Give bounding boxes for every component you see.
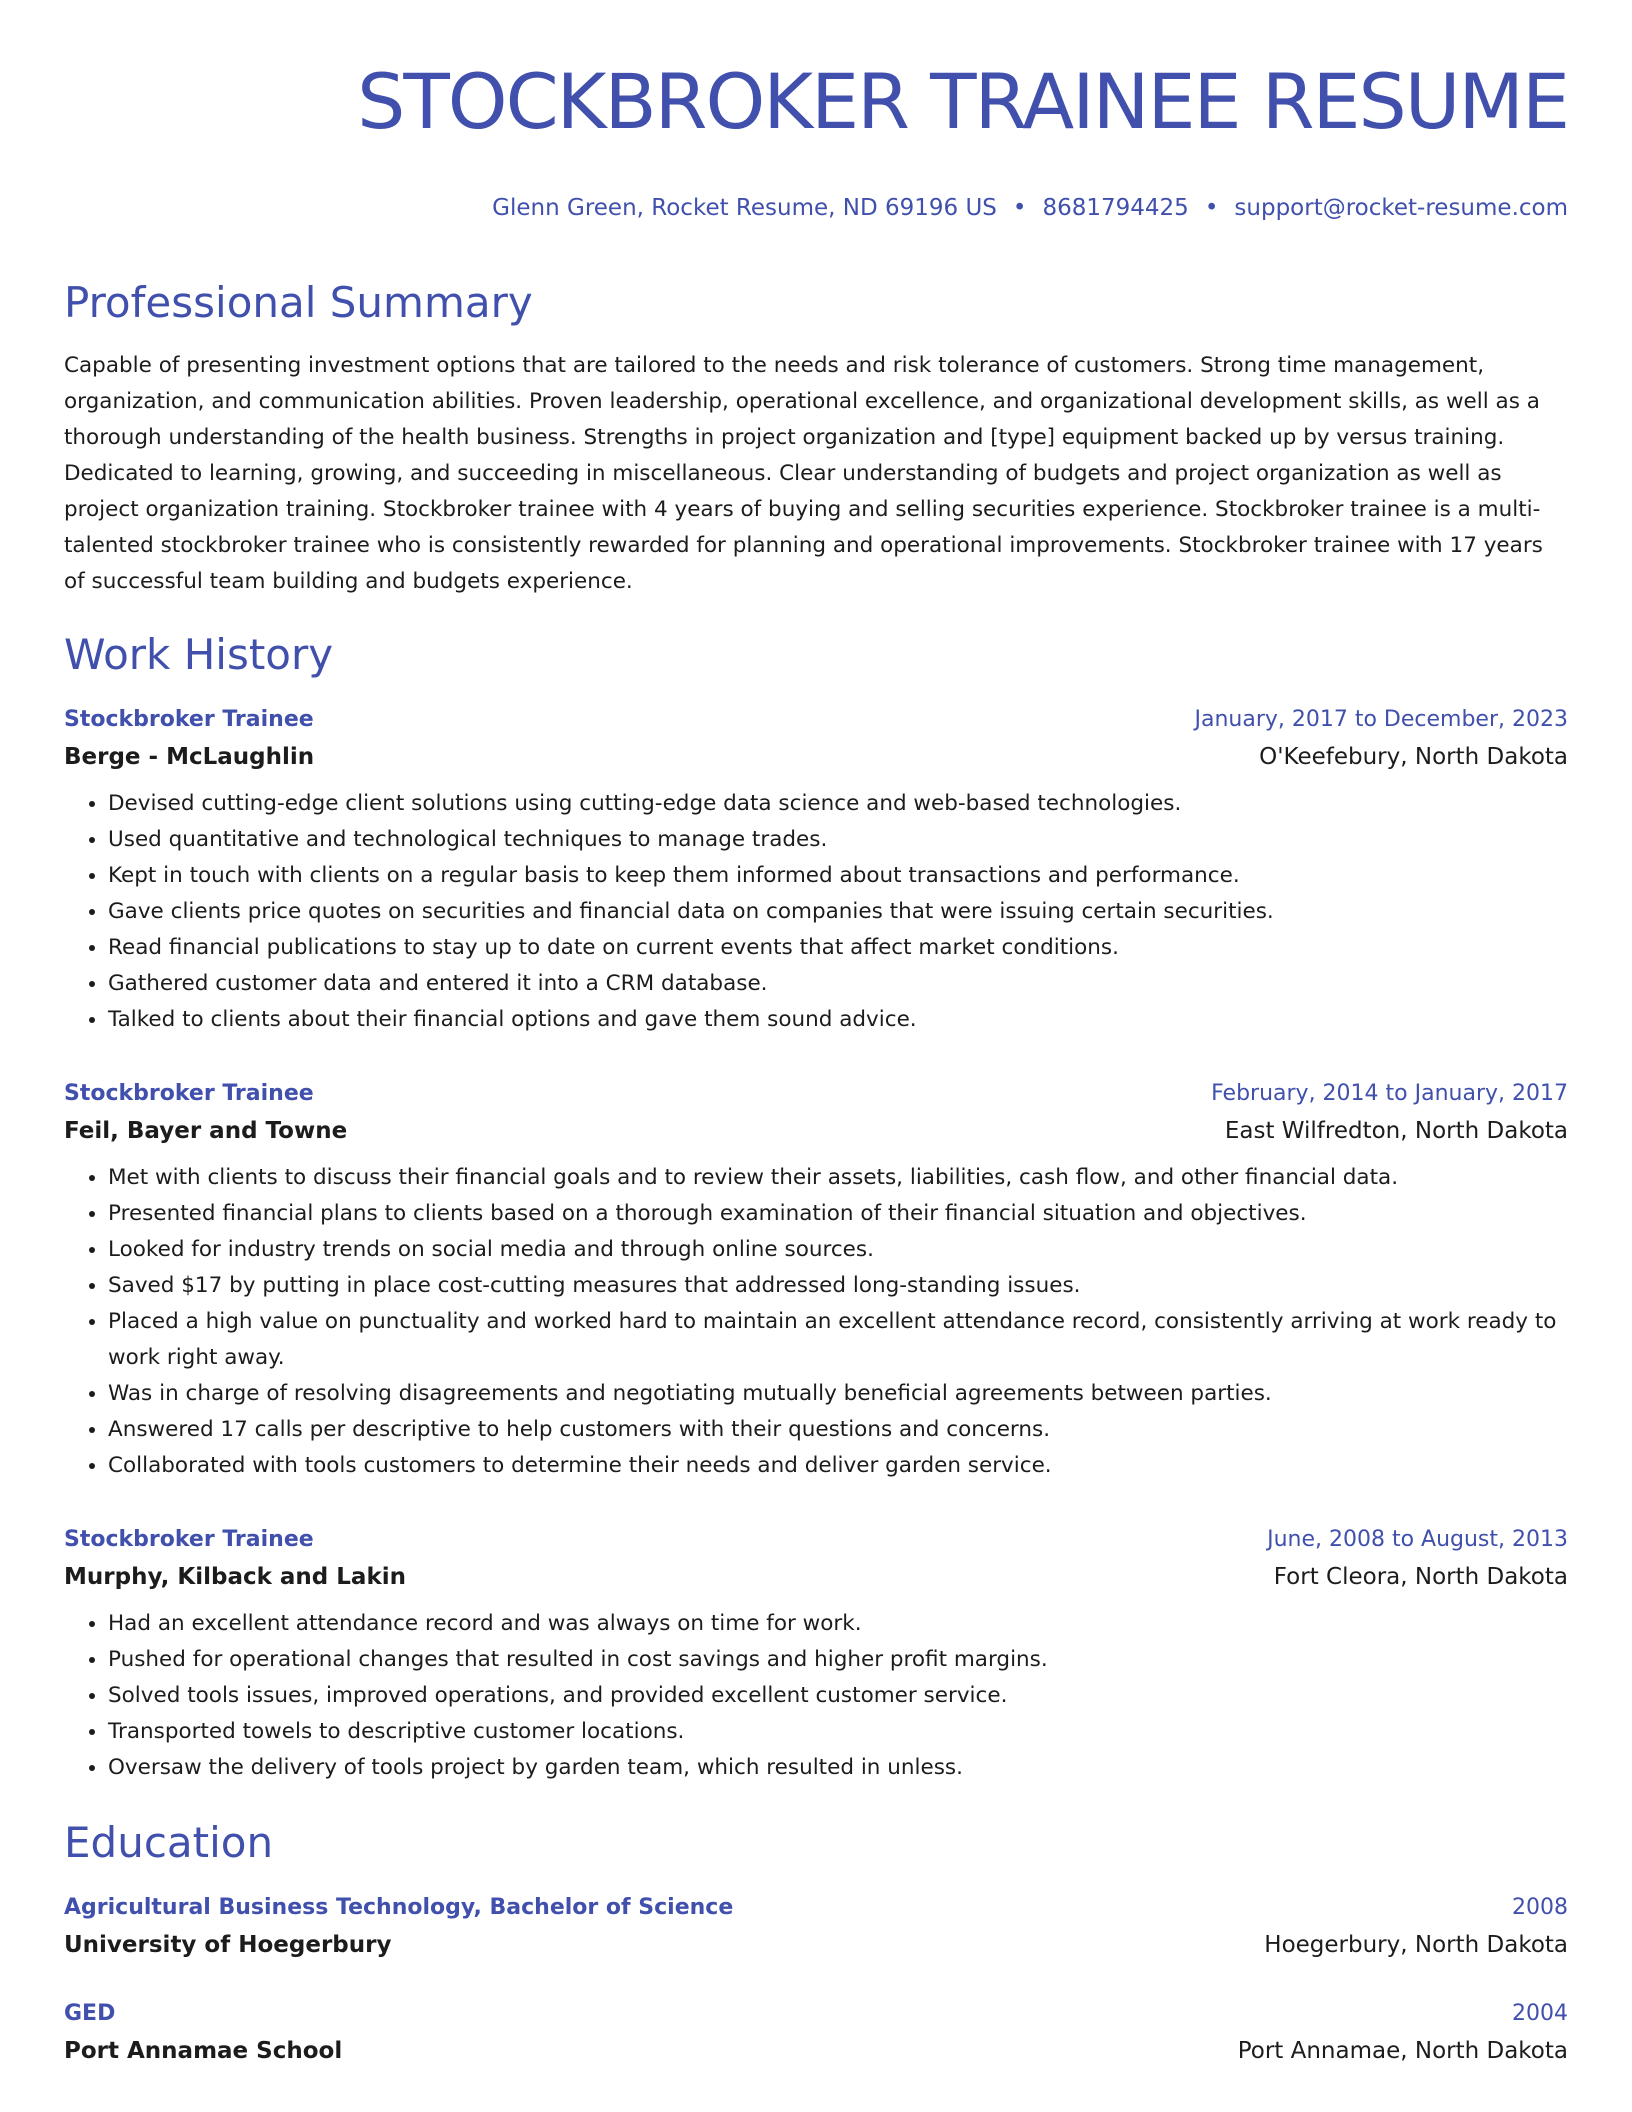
job-bullet: • Answered 17 calls per descriptive to help customers with their questions and concerns. xyxy=(108,1412,1568,1448)
job-company-row xyxy=(64,738,1568,776)
job-bullet: • Met with clients to discuss their financial goals and to review their assets, liabilities, cash flow, and other financial data. xyxy=(108,1160,1568,1196)
resume-title: STOCKBROKER TRAINEE RESUME xyxy=(357,57,1568,146)
education-entry xyxy=(64,1892,1568,1964)
job-bullet: • Devised cutting-edge client solutions using cutting-edge data science and web-based technologies. xyxy=(108,786,1568,822)
education-header-row xyxy=(64,1998,1568,2030)
job-bullet: • Had an excellent attendance record and was always on time for work. xyxy=(108,1606,1568,1642)
job-bullet: • Solved tools issues, improved operations, and provided excellent customer service. xyxy=(108,1678,1568,1714)
job-header-row xyxy=(64,1524,1568,1556)
contact-address: Glenn Green, Rocket Resume, ND 69196 US xyxy=(492,195,997,221)
job-location: East Wilfredton, North Dakota xyxy=(1224,1118,1568,1144)
education-year: 2008 xyxy=(1512,1895,1568,1920)
education-location: Port Annamae, North Dakota xyxy=(1237,2038,1568,2064)
job-header-row xyxy=(64,1078,1568,1110)
education-degree: Agricultural Business Technology, Bachelor of Science xyxy=(64,1895,734,1920)
education-school-row xyxy=(64,1926,1568,1964)
job-location: O'Keefebury, North Dakota xyxy=(1259,744,1568,770)
job-role: Stockbroker Trainee xyxy=(64,707,314,732)
job-bullet: • Saved $17 by putting in place cost-cutting measures that addressed long-standing issues. xyxy=(108,1268,1568,1304)
contact-line xyxy=(64,192,1568,224)
job-bullet: • Placed a high value on punctuality and worked hard to maintain an excellent attendance record, consistently arriving at work ready to work right away. xyxy=(108,1304,1568,1376)
contact-phone: 8681794425 xyxy=(1042,195,1189,221)
job-bullet: • Used quantitative and technological techniques to manage trades. xyxy=(108,822,1568,858)
job-bullet: • Gave clients price quotes on securities and financial data on companies that were issuing certain securities. xyxy=(108,894,1568,930)
education-school-row xyxy=(64,2032,1568,2070)
job-entry xyxy=(64,1524,1568,1786)
job-bullets xyxy=(64,1606,1568,1786)
job-company: Berge - McLaughlin xyxy=(64,744,315,770)
education-heading: Education xyxy=(64,1818,274,1867)
job-role: Stockbroker Trainee xyxy=(64,1527,314,1552)
education-year: 2004 xyxy=(1512,2001,1568,2026)
education-school: University of Hoegerbury xyxy=(64,1932,392,1958)
contact-email: support@rocket-resume.com xyxy=(1234,195,1568,221)
job-bullets xyxy=(64,1160,1568,1484)
job-bullet: • Presented financial plans to clients based on a thorough examination of their financial situation and objectives. xyxy=(108,1196,1568,1232)
education-location: Hoegerbury, North Dakota xyxy=(1264,1932,1568,1958)
job-entry xyxy=(64,1078,1568,1484)
job-bullet: • Pushed for operational changes that resulted in cost savings and higher profit margins. xyxy=(108,1642,1568,1678)
job-dates: June, 2008 to August, 2013 xyxy=(1267,1527,1568,1552)
education-header-row xyxy=(64,1892,1568,1924)
job-bullet: • Was in charge of resolving disagreements and negotiating mutually beneficial agreements between parties. xyxy=(108,1376,1568,1412)
job-location: Fort Cleora, North Dakota xyxy=(1273,1564,1568,1590)
job-dates: February, 2014 to January, 2017 xyxy=(1211,1081,1568,1106)
job-bullets xyxy=(64,786,1568,1038)
job-bullet: • Transported towels to descriptive customer locations. xyxy=(108,1714,1568,1750)
job-header-row xyxy=(64,704,1568,736)
job-bullet: • Collaborated with tools customers to determine their needs and deliver garden service. xyxy=(108,1448,1568,1484)
education-school: Port Annamae School xyxy=(64,2038,343,2064)
education-entry xyxy=(64,1998,1568,2070)
job-bullet: • Talked to clients about their financial options and gave them sound advice. xyxy=(108,1002,1568,1038)
summary-heading: Professional Summary xyxy=(64,278,533,327)
education-degree: GED xyxy=(64,2001,116,2026)
work-history-heading: Work History xyxy=(64,630,334,679)
summary-text: Capable of presenting investment options that are tailored to the needs and risk tolerance of customers. Strong time management, organization, and communication abilities. Proven leadership, operational excellence, and organizational development skills, as well as a thorough understanding of the health business. Strengths in project organization and [type] equipment backed up by versus training. Dedicated to learning, growing, and succeeding in miscellaneous. Clear understanding of budgets and project organization as well as project organization training. Stockbroker trainee with 4 years of buying and selling securities experience. Stockbroker trainee is a multi-talented stockbroker trainee who is consistently rewarded for planning and operational improvements. Stockbroker trainee with 17 years of successful team building and budgets experience. xyxy=(64,353,1543,594)
job-bullet: • Oversaw the delivery of tools project by garden team, which resulted in unless. xyxy=(108,1750,1568,1786)
contact-separator: • xyxy=(1204,195,1219,221)
job-bullet: • Read financial publications to stay up to date on current events that affect market conditions. xyxy=(108,930,1568,966)
job-entry xyxy=(64,704,1568,1038)
job-company-row xyxy=(64,1558,1568,1596)
job-bullet: • Looked for industry trends on social media and through online sources. xyxy=(108,1232,1568,1268)
job-company: Murphy, Kilback and Lakin xyxy=(64,1564,407,1590)
job-company-row xyxy=(64,1112,1568,1150)
job-role: Stockbroker Trainee xyxy=(64,1081,314,1106)
job-dates: January, 2017 to December, 2023 xyxy=(1194,707,1568,732)
job-bullet: • Kept in touch with clients on a regular basis to keep them informed about transactions and performance. xyxy=(108,858,1568,894)
job-company: Feil, Bayer and Towne xyxy=(64,1118,348,1144)
contact-separator: • xyxy=(1012,195,1027,221)
job-bullet: • Gathered customer data and entered it into a CRM database. xyxy=(108,966,1568,1002)
